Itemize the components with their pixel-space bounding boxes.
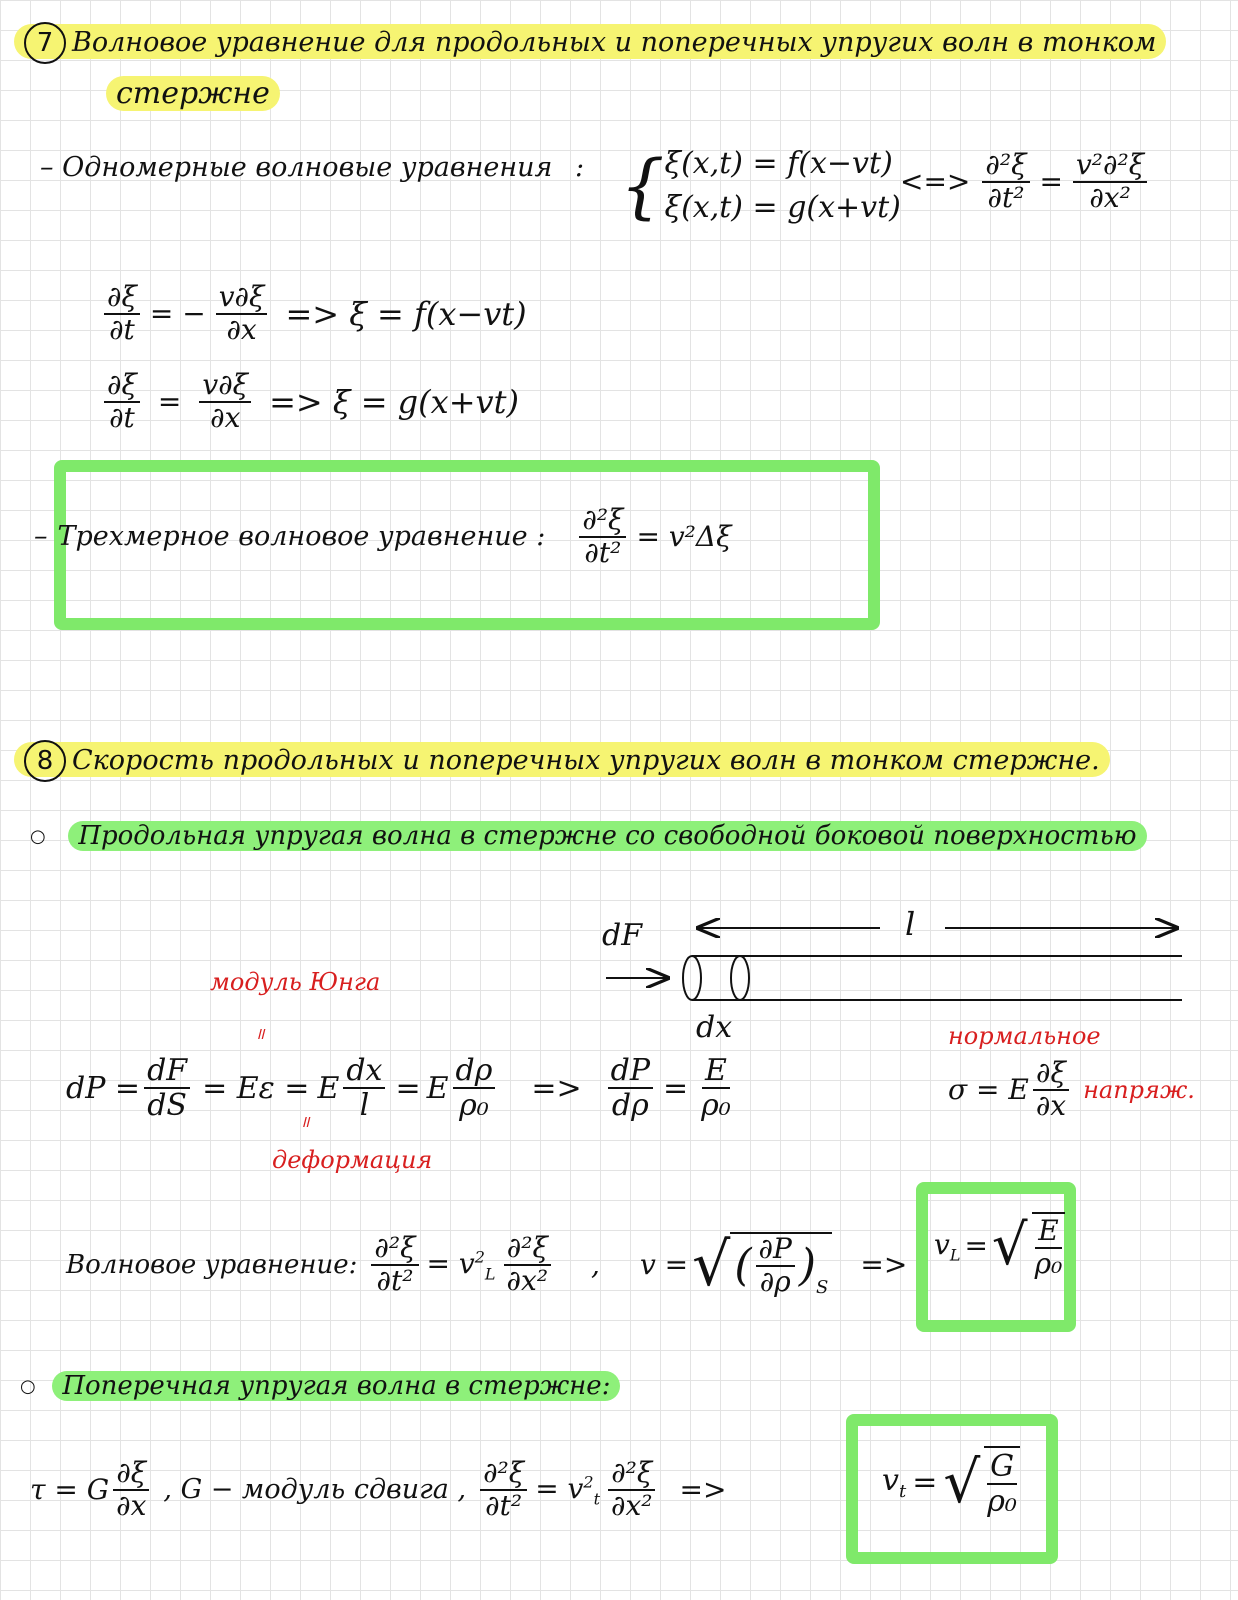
deform-mark: ॥	[300, 1112, 310, 1131]
stress-num: ∂ξ	[1033, 1058, 1069, 1091]
dx-label: dx	[696, 1010, 733, 1045]
tau-text: , G − модуль сдвига ,	[163, 1474, 467, 1506]
vt-den: ρ₀	[987, 1484, 1017, 1519]
section7-title-text: Волновое уравнение для продольных и поперечных упругих волн в тонком	[72, 27, 1157, 58]
vl-lhs	[934, 1228, 960, 1265]
dp-eq3: =	[663, 1070, 689, 1106]
sqrt-sign-icon: √	[692, 1229, 731, 1300]
long-wave-rhs-den: ∂x²	[506, 1263, 549, 1297]
d1-lhs-num: ∂ξ	[104, 282, 140, 315]
tau-num: ∂ξ	[113, 1458, 149, 1491]
long-wave-sub: L	[484, 1264, 496, 1284]
section7-title-line2-highlight: стержне	[106, 76, 280, 111]
t-wave-rhs-num: ∂²ξ	[608, 1458, 655, 1491]
system-eq2: ξ(x,t) = g(x+vt)	[664, 190, 901, 225]
dp-f3	[453, 1054, 496, 1122]
t-wave-lhs-den: ∂t²	[485, 1488, 523, 1522]
bullet-circle-1: ○	[30, 826, 46, 847]
d2-lhs-num: ∂ξ	[104, 370, 140, 403]
d1-result: => ξ = f(x−vt)	[285, 294, 527, 333]
vl-result	[934, 1212, 1069, 1280]
dp-lhs: dP =	[66, 1070, 141, 1106]
tau-den: ∂x	[116, 1488, 147, 1522]
vl-root	[992, 1212, 1069, 1280]
dp-imp: =>	[531, 1070, 582, 1106]
length-label: l	[905, 905, 916, 943]
long-wave-mid-text: = v	[426, 1246, 475, 1280]
stress-suffix: напряж.	[1083, 1075, 1195, 1104]
d1-eq: = −	[149, 297, 206, 331]
long-wave-rhs-num: ∂²ξ	[504, 1233, 551, 1266]
normal-label: нормальное	[948, 1022, 1101, 1050]
d2-rhs-den: ∂x	[210, 400, 241, 434]
v-root-body	[730, 1232, 832, 1298]
dp-f4	[608, 1054, 653, 1122]
vt-sqrt-icon: √	[943, 1448, 981, 1516]
dp-equation	[66, 1054, 738, 1122]
t-wave-sup: 2	[583, 1472, 594, 1492]
section8-title-text: Скорость продольных и поперечных упругих волн в тонком стержне.	[72, 745, 1100, 776]
deform-label: деформация	[272, 1146, 433, 1174]
vt-lhs-sub: t	[898, 1480, 907, 1502]
t-wave-lhs	[480, 1458, 527, 1522]
v-root-sub: S	[816, 1276, 829, 1298]
dp-f5	[698, 1054, 734, 1122]
vt-imp: =>	[679, 1473, 727, 1507]
dp-f2-pre: E	[317, 1070, 340, 1106]
dp-f5-den: ρ₀	[701, 1088, 731, 1123]
three-rhs: = v²Δξ	[636, 520, 732, 554]
t-wave-mid	[535, 1472, 600, 1509]
vl-lhs-sub: L	[949, 1245, 961, 1265]
bullet-dash: –	[40, 152, 54, 183]
dp-f2-den: l	[359, 1088, 370, 1123]
long-wave-lhs-num: ∂²ξ	[371, 1233, 418, 1266]
dp-f1-den: dS	[147, 1088, 187, 1123]
long-wave-sup: 2	[474, 1247, 485, 1267]
tau-lhs: τ = G	[30, 1473, 110, 1507]
young-label: модуль Юнга	[210, 968, 381, 996]
dp-f1-num: dF	[144, 1054, 190, 1089]
dp-f2-num: dx	[343, 1054, 385, 1089]
v-root	[692, 1229, 832, 1300]
t-wave-lhs-num: ∂²ξ	[480, 1458, 527, 1491]
d1-rhs-den: ∂x	[226, 312, 257, 346]
stress-den: ∂x	[1035, 1088, 1067, 1122]
long-wave-lhs	[371, 1233, 418, 1297]
long-wave-row	[66, 1229, 915, 1300]
d1-rhs-num: v∂ξ	[216, 282, 268, 315]
dp-f4-num: dP	[608, 1054, 653, 1089]
long-wave-lhs-den: ∂t²	[376, 1263, 414, 1297]
dp-f5-num: E	[702, 1054, 730, 1089]
vl-num: E	[1035, 1216, 1061, 1249]
long-wave-mid	[427, 1247, 496, 1284]
v-lhs: v =	[639, 1248, 689, 1282]
stress-frac	[1033, 1058, 1069, 1122]
d2-result: => ξ = g(x+vt)	[269, 382, 519, 421]
t-wave-sub: t	[593, 1489, 600, 1509]
vt-eq: =	[912, 1464, 938, 1500]
tau-frac	[113, 1458, 149, 1522]
vt-lhs	[882, 1463, 906, 1502]
wave-lhs-num: ∂²ξ	[982, 150, 1029, 183]
wave-rhs-den: ∂x²	[1089, 180, 1131, 214]
young-mark: ॥	[255, 1024, 265, 1043]
stress-lhs: σ = E	[948, 1073, 1029, 1107]
dp-f4-den: dρ	[611, 1088, 649, 1123]
vt-num: G	[987, 1450, 1017, 1485]
dp-f3-num: dρ	[453, 1054, 496, 1089]
long-wave-comma: ,	[591, 1248, 600, 1282]
vt-root	[943, 1446, 1024, 1518]
wave-eq-sign: =	[1039, 165, 1063, 199]
v-root-den: ∂ρ	[759, 1264, 791, 1298]
vt-lhs-v: v	[882, 1462, 899, 1498]
one-dim-colon: :	[575, 152, 585, 183]
wave-lhs-den: ∂t²	[987, 180, 1025, 214]
longitudinal-heading: Продольная упругая волна в стержне со свободной боковой поверхностью	[68, 821, 1146, 851]
paren-close: )	[798, 1240, 817, 1292]
transverse-heading-row	[20, 1370, 620, 1401]
bullet-dash-2: –	[34, 521, 48, 553]
vl-lhs-v: v	[934, 1227, 950, 1261]
vl-den: ρ₀	[1034, 1246, 1063, 1280]
d2-lhs-den: ∂t	[109, 400, 135, 434]
dp-eq2: =	[395, 1070, 421, 1106]
transverse-heading: Поперечная упругая волна в стержне:	[52, 1371, 620, 1401]
vt-result	[882, 1446, 1024, 1518]
v-root-num: ∂P	[756, 1234, 795, 1267]
dp-f3-pre: E	[426, 1070, 449, 1106]
section8-number: 8	[24, 740, 66, 782]
dp-f2	[343, 1054, 385, 1122]
equiv-sign: <=>	[900, 165, 971, 199]
wave-rhs-num: v²∂²ξ	[1073, 150, 1147, 183]
vl-sqrt-icon: √	[991, 1212, 1028, 1278]
t-wave-rhs	[608, 1458, 656, 1522]
d1-lhs-den: ∂t	[109, 312, 135, 346]
d2-rhs-num: v∂ξ	[199, 370, 251, 403]
vl-eq: =	[964, 1229, 988, 1263]
three-lhs-num: ∂²ξ	[579, 505, 626, 538]
paren-open: (	[734, 1240, 752, 1292]
long-wave-rhs	[504, 1233, 552, 1297]
one-dim-label: Одномерные волновые уравнения	[62, 152, 553, 183]
rod-element-ellipse	[731, 956, 749, 1000]
rod-end-ellipse	[683, 956, 701, 1000]
dp-f1	[144, 1054, 190, 1122]
three-lhs-den: ∂t²	[584, 535, 622, 569]
vl-imp: =>	[860, 1248, 908, 1282]
transverse-row	[30, 1458, 734, 1522]
dp-f3-den: ρ₀	[459, 1088, 489, 1123]
section7-number: 7	[24, 22, 66, 64]
v-root-frac	[756, 1234, 795, 1298]
force-label: dF	[602, 918, 643, 953]
bullet-circle-2: ○	[20, 1376, 36, 1397]
t-wave-rhs-den: ∂x²	[611, 1488, 653, 1522]
stress-row	[948, 1058, 1195, 1122]
vt-frac	[984, 1446, 1020, 1518]
long-wave-label: Волновое уравнение:	[66, 1249, 358, 1280]
d2-eq: =	[157, 385, 182, 419]
system-brace: {	[620, 145, 665, 227]
system-eq1: ξ(x,t) = f(x−vt)	[664, 146, 893, 181]
dp-mid: = Eε =	[202, 1070, 310, 1106]
vl-frac	[1032, 1212, 1066, 1280]
t-wave-mid-text: = v	[535, 1471, 584, 1505]
three-dim-label: Трехмерное волновое уравнение :	[57, 521, 546, 553]
